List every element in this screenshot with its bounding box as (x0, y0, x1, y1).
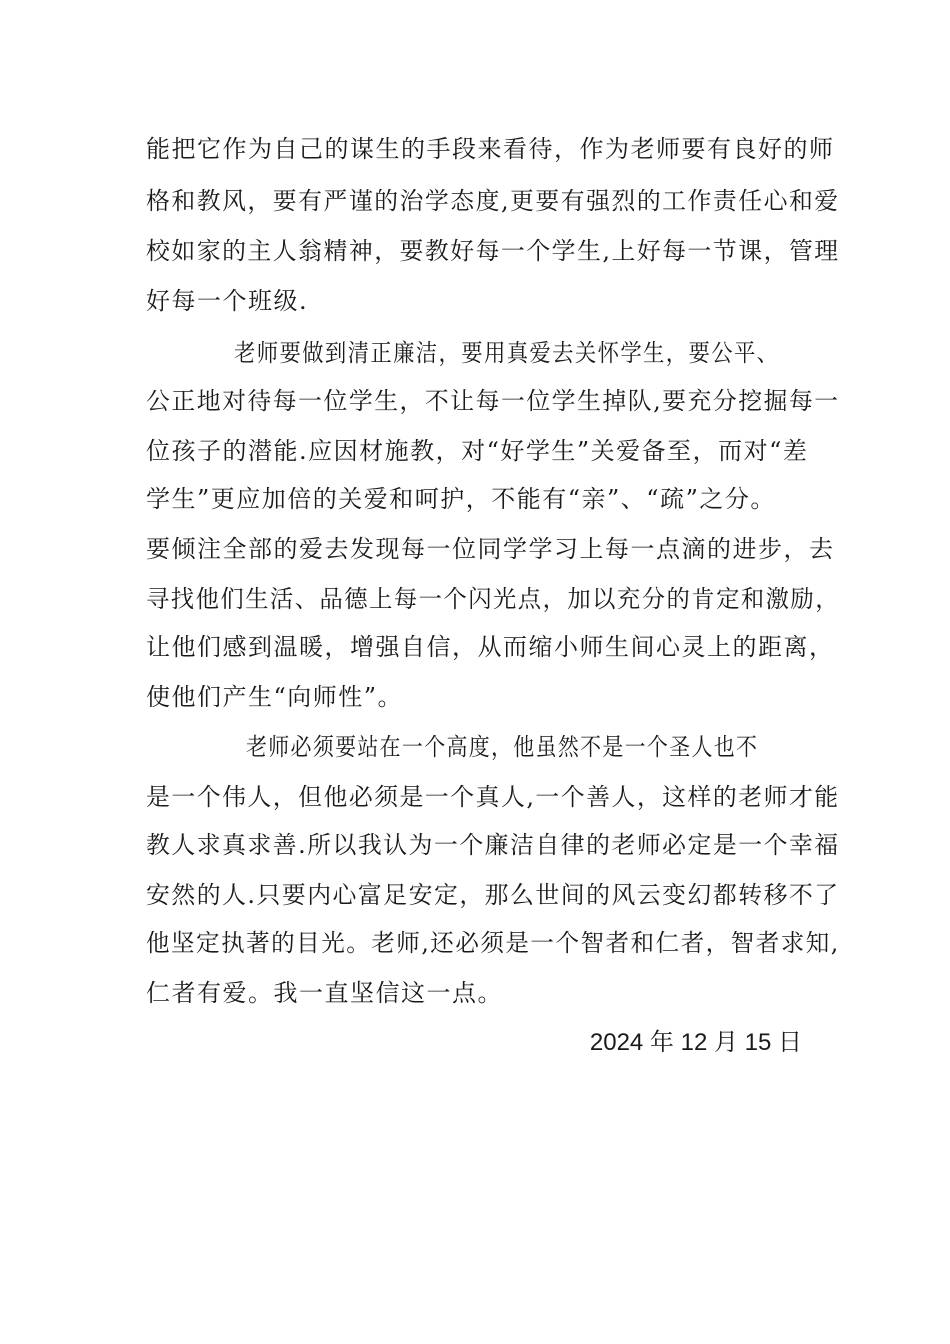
paragraph-2-line: 学生”更应加倍的关爱和呵护，不能有“亲”、“疏”之分。 (146, 485, 776, 513)
paragraph-3-line: 教人求真求善.所以我认为一个廉洁自律的老师必定是一个幸福 (146, 831, 840, 859)
paragraph-1-line: 校如家的主人翁精神，要教好每一个学生,上好每一节课，管理 (146, 237, 840, 265)
paragraph-2-line: 让他们感到温暖，增强自信，从而缩小师生间心灵上的距离， (146, 633, 835, 661)
paragraph-1-line: 能把它作为自己的谋生的手段来看待，作为老师要有良好的师 (146, 135, 835, 163)
document-date: 2024 年 12 月 15 日 (589, 1029, 802, 1056)
paragraph-3-line: 他坚定执著的目光。老师,还必须是一个智者和仁者，智者求知, (146, 929, 840, 957)
paragraph-2-line: 使他们产生“向师性”。 (146, 683, 404, 711)
paragraph-3-line: 仁者有爱。我一直坚信这一点。 (146, 979, 503, 1007)
paragraph-1-line: 格和教风，要有严谨的治学态度,更要有强烈的工作责任心和爱 (146, 187, 840, 215)
paragraph-2-line: 位孩子的潜能.应因材施教，对“好学生”关爱备至，而对“差 (146, 437, 809, 465)
paragraph-2-line: 要倾注全部的爱去发现每一位同学学习上每一点滴的进步，去 (146, 535, 835, 563)
paragraph-3-line: 是一个伟人，但他必须是一个真人,一个善人，这样的老师才能 (146, 783, 840, 811)
paragraph-2-line: 老师要做到清正廉洁，要用真爱去关怀学生，要公平、 (234, 339, 780, 367)
paragraph-3-line: 安然的人.只要内心富足安定，那么世间的风云变幻都转移不了 (146, 881, 840, 909)
paragraph-3-line: 老师必须要站在一个高度，他虽然不是一个圣人也不 (246, 733, 759, 761)
paragraph-2-line: 寻找他们生活、品德上每一个闪光点，加以充分的肯定和激励， (146, 585, 841, 613)
paragraph-1-line: 好每一个班级. (146, 287, 309, 315)
paragraph-2-line: 公正地对待每一位学生，不让每一位学生掉队,要充分挖掘每一 (146, 387, 840, 415)
